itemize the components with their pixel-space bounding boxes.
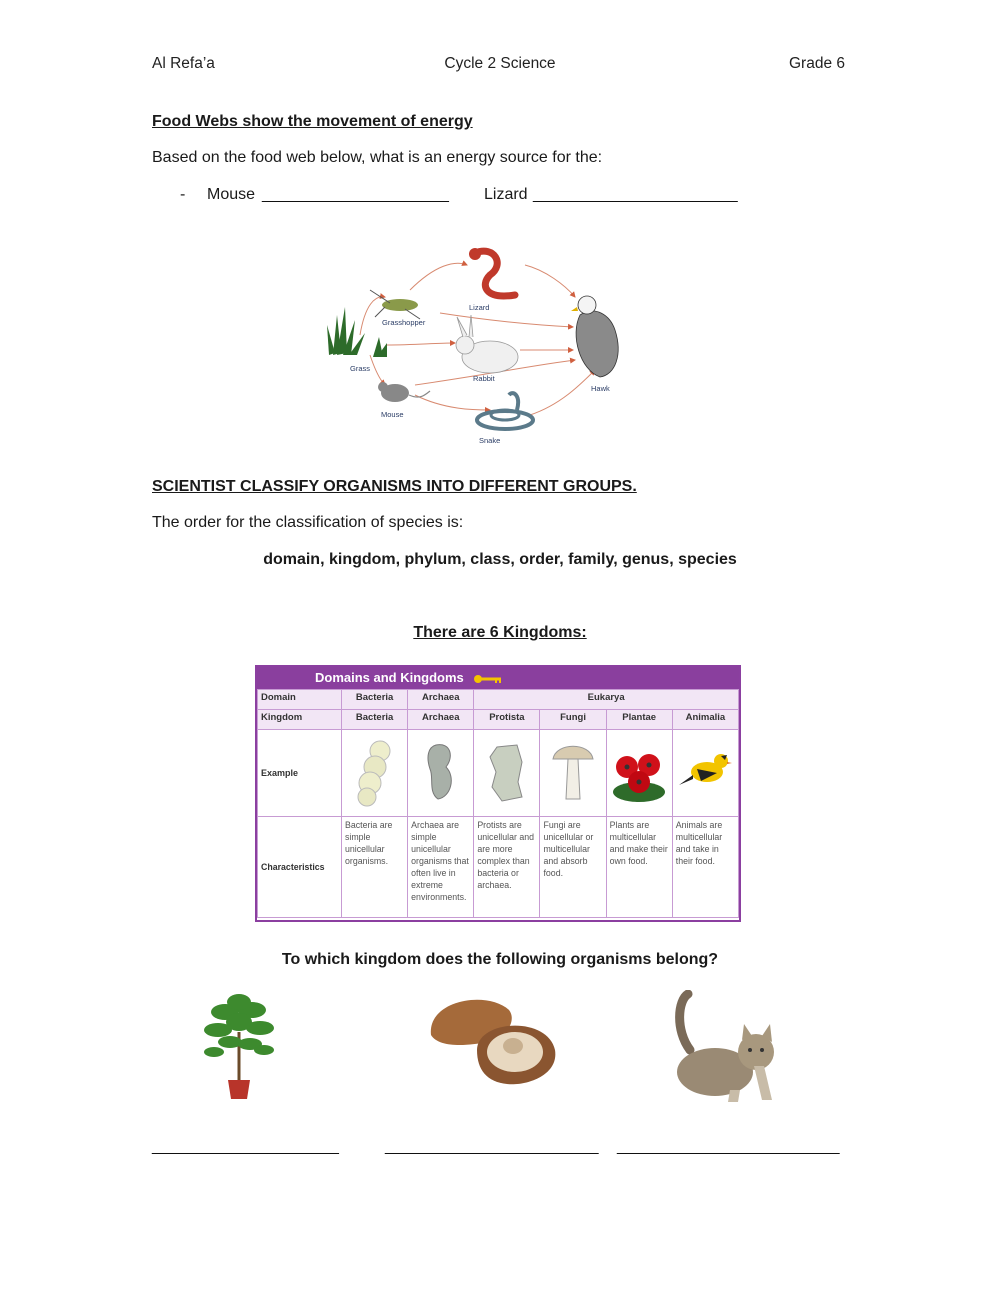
food-web-diagram	[325, 245, 645, 450]
mouse-label: Mouse	[207, 186, 256, 203]
kingdom-label: Kingdom	[258, 710, 342, 730]
domain-row	[258, 690, 739, 710]
lizard-icon	[469, 248, 515, 296]
mushroom-answer-blank[interactable]: ________________________	[385, 1138, 599, 1155]
hawk-icon	[571, 296, 618, 377]
key-icon	[473, 674, 503, 684]
example-label: Example	[258, 730, 342, 817]
kingdoms-heading: There are 6 Kingdoms:	[413, 624, 587, 641]
label-mouse: Mouse	[381, 410, 404, 419]
plant-answer-blank[interactable]: _____________________	[152, 1138, 339, 1155]
label-grasshopper: Grasshopper	[382, 318, 426, 327]
snake-icon	[477, 393, 533, 429]
lizard-answer-blank[interactable]: _______________________	[533, 186, 738, 203]
kingdom-archaea: Archaea	[408, 710, 474, 730]
kingdom-fungi: Fungi	[540, 710, 606, 730]
kingdom-animalia: Animalia	[672, 710, 738, 730]
domain-label: Domain	[258, 690, 342, 710]
example-animalia	[672, 730, 738, 817]
characteristics-plantae: Plants are multicellular and make their own food.	[606, 817, 672, 918]
characteristics-fungi: Fungi are unicellular or multicellular and absorb food.	[540, 817, 606, 918]
kingdom-table	[255, 665, 741, 922]
kingdom-table-grid	[257, 689, 739, 918]
label-snake: Snake	[479, 436, 501, 445]
cat-answer-blank[interactable]: _________________________	[617, 1138, 840, 1155]
mouse-answer-blank[interactable]: _____________________	[262, 186, 449, 203]
bird-icon	[677, 737, 733, 807]
mouse-icon	[378, 382, 430, 402]
domain-archaea: Archaea	[408, 690, 474, 710]
rabbit-icon	[456, 315, 518, 373]
header-center: Cycle 2 Science	[444, 55, 556, 72]
header-left: Al Refa’a	[152, 55, 215, 72]
mushroom-icon	[548, 737, 598, 807]
potted-plant-icon	[200, 992, 278, 1102]
characteristics-bacteria: Bacteria are simple unicellular organisms.	[342, 817, 408, 918]
kingdom-bacteria: Bacteria	[342, 710, 408, 730]
characteristics-protista: Protists are unicellular and are more complex than bacteria or archaea.	[474, 817, 540, 918]
label-hawk: Hawk	[591, 384, 610, 393]
label-grass: Grass	[350, 364, 371, 373]
domain-eukarya: Eukarya	[474, 690, 739, 710]
classification-heading: SCIENTIST CLASSIFY ORGANISMS INTO DIFFERENT GROUPS.	[152, 478, 637, 495]
food-web-question: Based on the food web below, what is an energy source for the:	[152, 149, 603, 166]
example-row	[258, 730, 739, 817]
food-web-heading: Food Webs show the movement of energy	[152, 113, 473, 130]
characteristics-label: Characteristics	[258, 817, 342, 918]
characteristics-archaea: Archaea are simple unicellular organisms that often live in extreme environments.	[408, 817, 474, 918]
example-plantae	[606, 730, 672, 817]
label-rabbit: Rabbit	[473, 374, 495, 383]
example-protista	[474, 730, 540, 817]
grasshopper-icon	[370, 290, 420, 319]
label-lizard: Lizard	[469, 303, 490, 312]
kingdom-table-title-text: Domains and Kingdoms	[315, 670, 464, 685]
characteristics-row	[258, 817, 739, 918]
characteristics-animalia: Animals are multicellular and take in their food.	[672, 817, 738, 918]
bacteria-icon	[350, 737, 400, 807]
example-fungi	[540, 730, 606, 817]
lizard-label: Lizard	[484, 186, 528, 203]
kingdom-row	[258, 710, 739, 730]
kingdom-question: To which kingdom does the following organisms belong?	[281, 951, 719, 968]
protist-icon	[482, 737, 532, 807]
example-archaea	[408, 730, 474, 817]
cat-icon	[670, 990, 780, 1105]
header-right: Grade 6	[789, 55, 846, 72]
mushrooms-icon	[427, 990, 559, 1086]
archaea-icon	[416, 737, 466, 807]
example-bacteria	[342, 730, 408, 817]
bullet-dash: -	[180, 186, 186, 203]
kingdom-plantae: Plantae	[606, 710, 672, 730]
kingdom-table-title	[257, 667, 739, 689]
kingdom-protista: Protista	[474, 710, 540, 730]
classification-intro: The order for the classification of species is:	[152, 514, 464, 531]
domain-bacteria: Bacteria	[342, 690, 408, 710]
flower-icon	[611, 737, 667, 807]
classification-order: domain, kingdom, phylum, class, order, family, genus, species	[263, 551, 737, 568]
